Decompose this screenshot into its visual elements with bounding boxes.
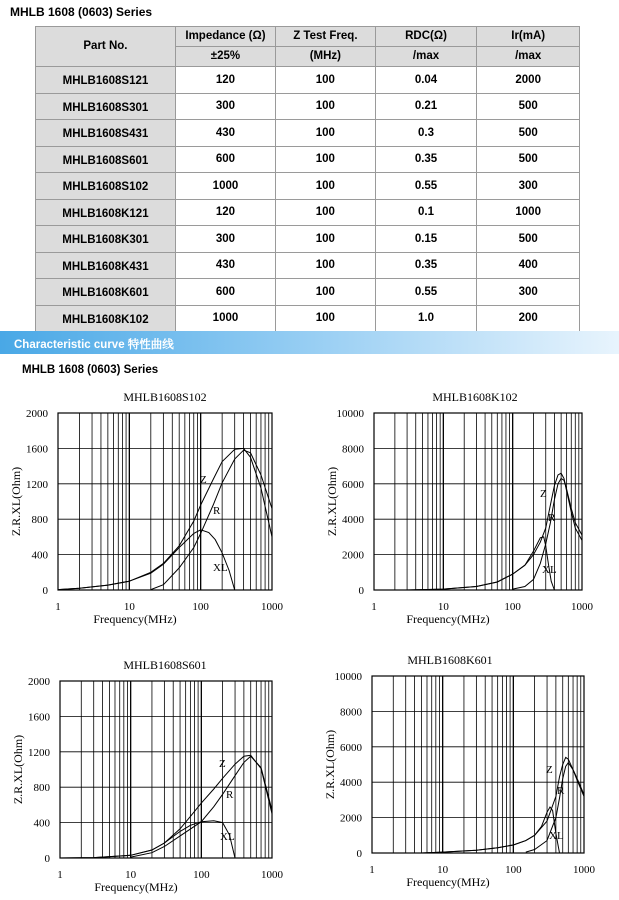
cell-part-no: MHLB1608S431 bbox=[36, 120, 176, 147]
table-row bbox=[36, 67, 580, 94]
y-tick-label: 2000 bbox=[26, 408, 48, 420]
cell-rdc: 0.35 bbox=[375, 146, 477, 173]
cell-ir: 500 bbox=[477, 226, 580, 253]
table-row bbox=[36, 279, 580, 306]
table-row bbox=[36, 252, 580, 279]
cell-part-no: MHLB1608S301 bbox=[36, 93, 176, 120]
cell-test-freq: 100 bbox=[276, 199, 376, 226]
plot-frame bbox=[60, 681, 272, 858]
column-subheader-test-freq: (MHz) bbox=[276, 47, 376, 67]
cell-ir: 300 bbox=[477, 173, 580, 200]
table-row bbox=[36, 120, 580, 147]
cell-part-no: MHLB1608K601 bbox=[36, 279, 176, 306]
y-tick-label: 0 bbox=[356, 848, 362, 860]
y-tick-label: 4000 bbox=[340, 777, 362, 790]
y-tick-label: 800 bbox=[33, 782, 50, 795]
cell-part-no: MHLB1608S102 bbox=[36, 173, 176, 200]
x-tick-label: 10 bbox=[125, 869, 137, 881]
x-tick-label: 100 bbox=[505, 864, 522, 876]
chart-title: MHLB1608S102 bbox=[123, 390, 207, 404]
y-axis-label: Z.R.XL(Ohm) bbox=[9, 466, 23, 537]
series-line-xl bbox=[58, 530, 235, 590]
cell-ir: 2000 bbox=[477, 67, 580, 94]
cell-rdc: 0.35 bbox=[375, 252, 477, 279]
column-subheader-ir: /max bbox=[477, 47, 580, 67]
x-tick-label: 100 bbox=[192, 601, 209, 613]
series-line-z bbox=[60, 755, 272, 858]
cell-test-freq: 100 bbox=[276, 173, 376, 200]
cell-impedance: 1000 bbox=[175, 305, 275, 332]
cell-part-no: MHLB1608K121 bbox=[36, 199, 176, 226]
column-header-test-freq: Z Test Freq. bbox=[276, 27, 376, 47]
cell-impedance: 120 bbox=[175, 67, 275, 94]
y-tick-label: 1200 bbox=[26, 478, 48, 491]
y-axis-label: Z.R.XL(Ohm) bbox=[11, 734, 25, 805]
charts-series-title: MHLB 1608 (0603) Series bbox=[22, 364, 159, 376]
series-label-xl: XL bbox=[220, 831, 235, 843]
cell-test-freq: 100 bbox=[276, 305, 376, 332]
y-tick-label: 4000 bbox=[342, 514, 364, 527]
cell-impedance: 300 bbox=[175, 226, 275, 253]
cell-test-freq: 100 bbox=[276, 93, 376, 120]
cell-rdc: 0.55 bbox=[375, 279, 477, 306]
y-tick-label: 1200 bbox=[28, 746, 50, 759]
chart-s102 bbox=[0, 380, 300, 640]
cell-rdc: 0.21 bbox=[375, 93, 477, 120]
chart-k601 bbox=[310, 645, 610, 895]
column-header-ir: Ir(mA) bbox=[477, 27, 580, 47]
cell-part-no: MHLB1608K102 bbox=[36, 305, 176, 332]
y-tick-label: 8000 bbox=[340, 706, 362, 719]
plot-frame bbox=[58, 413, 272, 590]
x-tick-label: 100 bbox=[504, 601, 521, 613]
chart-k102 bbox=[310, 380, 610, 640]
table-row bbox=[36, 305, 580, 332]
cell-test-freq: 100 bbox=[276, 279, 376, 306]
y-tick-label: 6000 bbox=[340, 741, 362, 754]
series-label-r: R bbox=[557, 785, 565, 797]
section-bar bbox=[0, 331, 619, 354]
cell-rdc: 0.55 bbox=[375, 173, 477, 200]
cell-impedance: 300 bbox=[175, 93, 275, 120]
y-tick-label: 6000 bbox=[342, 478, 364, 491]
cell-ir: 500 bbox=[477, 93, 580, 120]
series-label-r: R bbox=[213, 505, 221, 517]
series-label-z: Z bbox=[219, 758, 226, 770]
spec-table bbox=[35, 26, 580, 332]
x-tick-label: 1 bbox=[369, 864, 375, 876]
table-header-row bbox=[36, 27, 580, 47]
cell-test-freq: 100 bbox=[276, 120, 376, 147]
series-label-r: R bbox=[226, 789, 234, 801]
cell-ir: 500 bbox=[477, 120, 580, 147]
series-line-xl bbox=[407, 537, 554, 590]
cell-part-no: MHLB1608K301 bbox=[36, 226, 176, 253]
x-axis-label: Frequency(MHz) bbox=[406, 612, 490, 626]
cell-ir: 200 bbox=[477, 305, 580, 332]
y-tick-label: 2000 bbox=[342, 549, 364, 562]
y-tick-label: 10000 bbox=[336, 408, 364, 420]
cell-rdc: 0.15 bbox=[375, 226, 477, 253]
column-header-impedance: Impedance (Ω) bbox=[175, 27, 275, 47]
y-tick-label: 10000 bbox=[334, 671, 362, 683]
cell-test-freq: 100 bbox=[276, 67, 376, 94]
series-label-r: R bbox=[548, 512, 556, 524]
table-row bbox=[36, 146, 580, 173]
series-label-z: Z bbox=[546, 764, 553, 776]
table-row bbox=[36, 199, 580, 226]
x-axis-label: Frequency(MHz) bbox=[406, 875, 490, 889]
cell-impedance: 430 bbox=[175, 252, 275, 279]
cell-ir: 400 bbox=[477, 252, 580, 279]
cell-ir: 1000 bbox=[477, 199, 580, 226]
x-tick-label: 10 bbox=[437, 864, 449, 876]
x-tick-label: 10 bbox=[437, 601, 449, 613]
cell-rdc: 1.0 bbox=[375, 305, 477, 332]
x-tick-label: 1 bbox=[371, 601, 377, 613]
cell-test-freq: 100 bbox=[276, 226, 376, 253]
series-label-z: Z bbox=[540, 488, 547, 500]
cell-ir: 300 bbox=[477, 279, 580, 306]
y-axis-label: Z.R.XL(Ohm) bbox=[325, 466, 339, 537]
y-axis-label: Z.R.XL(Ohm) bbox=[323, 729, 337, 800]
cell-test-freq: 100 bbox=[276, 146, 376, 173]
cell-impedance: 600 bbox=[175, 146, 275, 173]
cell-part-no: MHLB1608S601 bbox=[36, 146, 176, 173]
x-tick-label: 10 bbox=[123, 601, 135, 613]
cell-rdc: 0.1 bbox=[375, 199, 477, 226]
x-tick-label: 1000 bbox=[571, 601, 593, 613]
column-subheader-rdc: /max bbox=[375, 47, 477, 67]
cell-impedance: 600 bbox=[175, 279, 275, 306]
cell-rdc: 0.3 bbox=[375, 120, 477, 147]
table-row bbox=[36, 93, 580, 120]
cell-impedance: 1000 bbox=[175, 173, 275, 200]
cell-rdc: 0.04 bbox=[375, 67, 477, 94]
column-subheader-impedance: ±25% bbox=[175, 47, 275, 67]
x-axis-label: Frequency(MHz) bbox=[93, 612, 177, 626]
series-label-xl: XL bbox=[542, 564, 557, 576]
table-row bbox=[36, 226, 580, 253]
series-label-xl: XL bbox=[213, 562, 228, 574]
chart-s601 bbox=[0, 648, 300, 898]
cell-impedance: 430 bbox=[175, 120, 275, 147]
y-tick-label: 2000 bbox=[340, 812, 362, 825]
column-header-part-no: Part No. bbox=[36, 27, 176, 67]
x-tick-label: 1000 bbox=[261, 601, 283, 613]
table-row bbox=[36, 173, 580, 200]
y-tick-label: 400 bbox=[31, 549, 48, 562]
x-tick-label: 1000 bbox=[573, 864, 595, 876]
y-tick-label: 1600 bbox=[26, 443, 48, 456]
cell-part-no: MHLB1608K431 bbox=[36, 252, 176, 279]
y-tick-label: 1600 bbox=[28, 711, 50, 724]
y-tick-label: 0 bbox=[44, 853, 50, 865]
y-tick-label: 400 bbox=[33, 817, 50, 830]
cell-part-no: MHLB1608S121 bbox=[36, 67, 176, 94]
cell-impedance: 120 bbox=[175, 199, 275, 226]
series-line-r bbox=[151, 450, 272, 589]
y-tick-label: 2000 bbox=[28, 676, 50, 688]
series-line-xl bbox=[60, 821, 235, 858]
x-tick-label: 1000 bbox=[261, 869, 283, 881]
y-tick-label: 0 bbox=[42, 585, 48, 597]
table-series-title: MHLB 1608 (0603) Series bbox=[10, 5, 153, 19]
chart-title: MHLB1608K102 bbox=[432, 390, 518, 404]
y-tick-label: 0 bbox=[358, 585, 364, 597]
chart-title: MHLB1608K601 bbox=[407, 653, 493, 667]
x-tick-label: 1 bbox=[55, 601, 61, 613]
cell-test-freq: 100 bbox=[276, 252, 376, 279]
series-label-xl: XL bbox=[549, 830, 564, 842]
y-tick-label: 8000 bbox=[342, 443, 364, 456]
column-header-rdc: RDC(Ω) bbox=[375, 27, 477, 47]
y-tick-label: 800 bbox=[31, 514, 48, 527]
series-label-z: Z bbox=[200, 474, 207, 486]
section-bar-title: Characteristic curve 特性曲线 bbox=[14, 339, 174, 351]
chart-title: MHLB1608S601 bbox=[123, 658, 207, 672]
x-axis-label: Frequency(MHz) bbox=[94, 880, 178, 894]
x-tick-label: 1 bbox=[57, 869, 63, 881]
x-tick-label: 100 bbox=[193, 869, 210, 881]
cell-ir: 500 bbox=[477, 146, 580, 173]
